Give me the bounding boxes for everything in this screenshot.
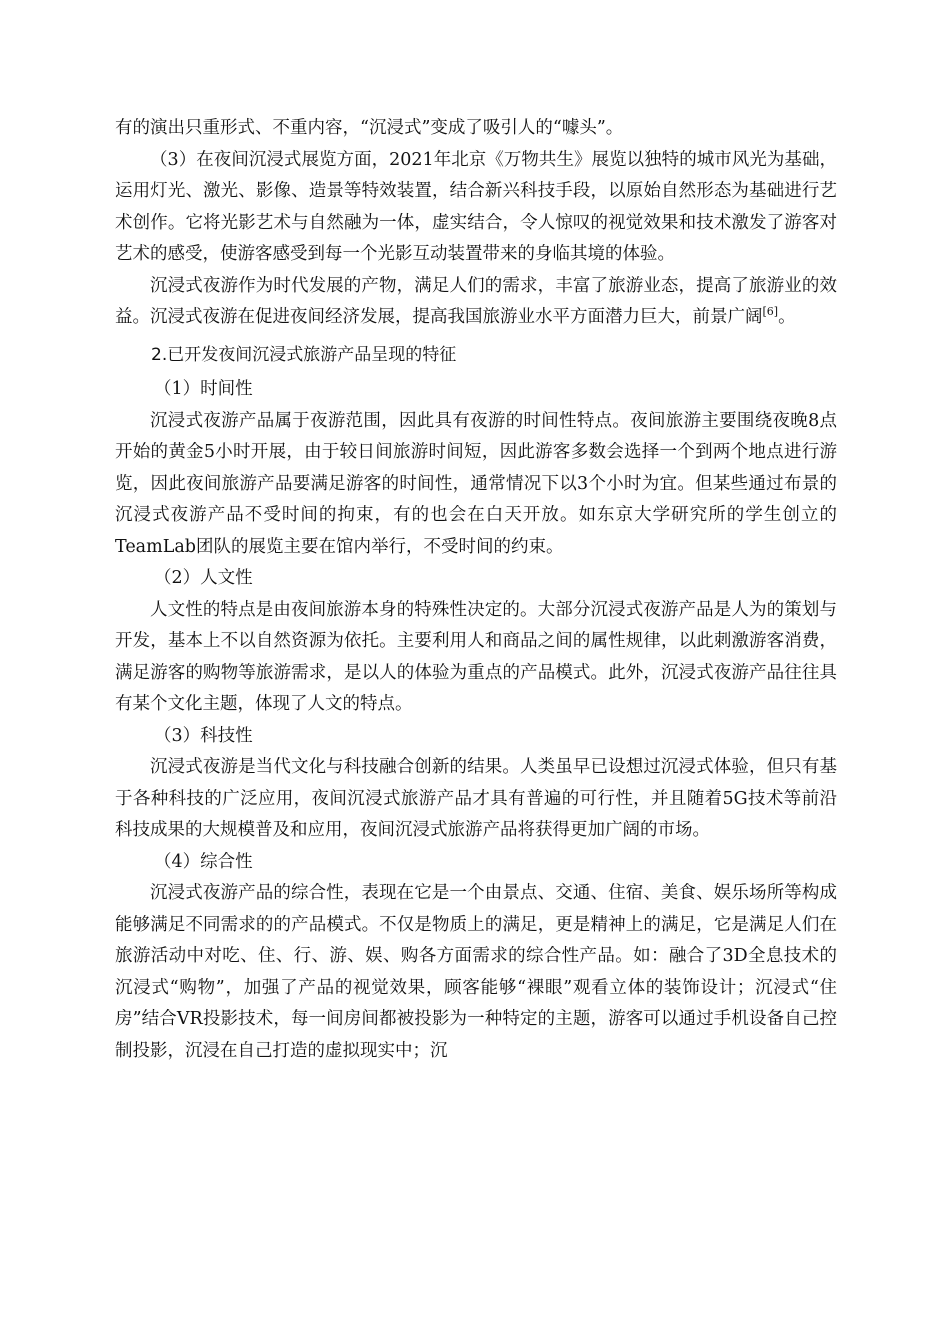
- paragraph-continued: 有的演出只重形式、不重内容，“沉浸式”变成了吸引人的“噱头”。: [115, 118, 624, 138]
- subheading-technology: （3）科技性: [154, 725, 253, 746]
- paragraph-comprehensive: 沉浸式夜游产品的综合性，表现在它是一个由景点、交通、住宿、美食、娱乐场所等构成能够满足不同需求的的产品模式。不仅是物质上的满足，更是精神上的满足，它是满足人们在旅游活动中对吃、住、行、游、娱、购各方面需求的综合性产品。如：融合了3D全息技术的沉浸式“购物”，加强了产品的视觉效果，顾客能够“裸眼”观看立体的装饰设计；沉浸式“住房”结合VR投影技术，每一间房间都被投影为一种特定的主题，游客可以通过手机设备自己控制投影，沉浸在自己打造的虚拟现实中；沉: [115, 883, 837, 1061]
- paragraph-summary: [115, 271, 837, 334]
- body-text: [115, 113, 837, 1067]
- subheading-humanities: （2）人文性: [154, 568, 253, 588]
- section-heading: 2.已开发夜间沉浸式旅游产品呈现的特征: [151, 344, 457, 365]
- paragraph-technology: 沉浸式夜游是当代文化与科技融合创新的结果。人类虽早已设想过沉浸式体验，但只有基于各种科技的广泛应用，夜间沉浸式旅游产品才具有普遍的可行性，并且随着5G技术等前沿科技成果的大规模普及和应用，夜间沉浸式旅游产品将获得更加广阔的市场。: [115, 757, 837, 840]
- paragraph-summary-end: 。: [778, 307, 796, 327]
- citation-ref: [6]: [762, 305, 779, 319]
- paragraph-exhibition: （3）在夜间沉浸式展览方面，2021年北京《万物共生》展览以独特的城市风光为基础，运用灯光、激光、影像、造景等特效装置，结合新兴科技手段，以原始自然形态为基础进行艺术创作。它将光影艺术与自然融为一体，虚实结合，令人惊叹的视觉效果和技术激发了游客对艺术的感受，使游客感受到每一个光影互动装置带来的身临其境的体验。: [115, 149, 837, 264]
- subheading-comprehensive: （4）综合性: [154, 851, 253, 872]
- paragraph-time: 沉浸式夜游产品属于夜游范围，因此具有夜游的时间性特点。夜间旅游主要围绕夜晚8点开始的黄金5小时开展，由于较日间旅游时间短，因此游客多数会选择一个到两个地点进行游览，因此夜间旅游产品要满足游客的时间性，通常情况下以3个小时为宜。但某些通过布景的沉浸式夜游产品不受时间的拘束，有的也会在白天开放。如东京大学研究所的学生创立的TeamLab团队的展览主要在馆内举行，不受时间的约束。: [115, 410, 837, 557]
- subheading-time: （1）时间性: [154, 379, 253, 399]
- paragraph-summary-text: 沉浸式夜游作为时代发展的产物，满足人们的需求，丰富了旅游业态，提高了旅游业的效益。沉浸式夜游在促进夜间经济发展，提高我国旅游业水平方面潜力巨大，前景广阔: [115, 275, 837, 327]
- paragraph-humanities: 人文性的特点是由夜间旅游本身的特殊性决定的。大部分沉浸式夜游产品是人为的策划与开发，基本上不以自然资源为依托。主要利用人和商品之间的属性规律，以此刺激游客消费，满足游客的购物等旅游需求，是以人的体验为重点的产品模式。此外，沉浸式夜游产品往往具有某个文化主题，体现了人文的特点。: [115, 599, 837, 714]
